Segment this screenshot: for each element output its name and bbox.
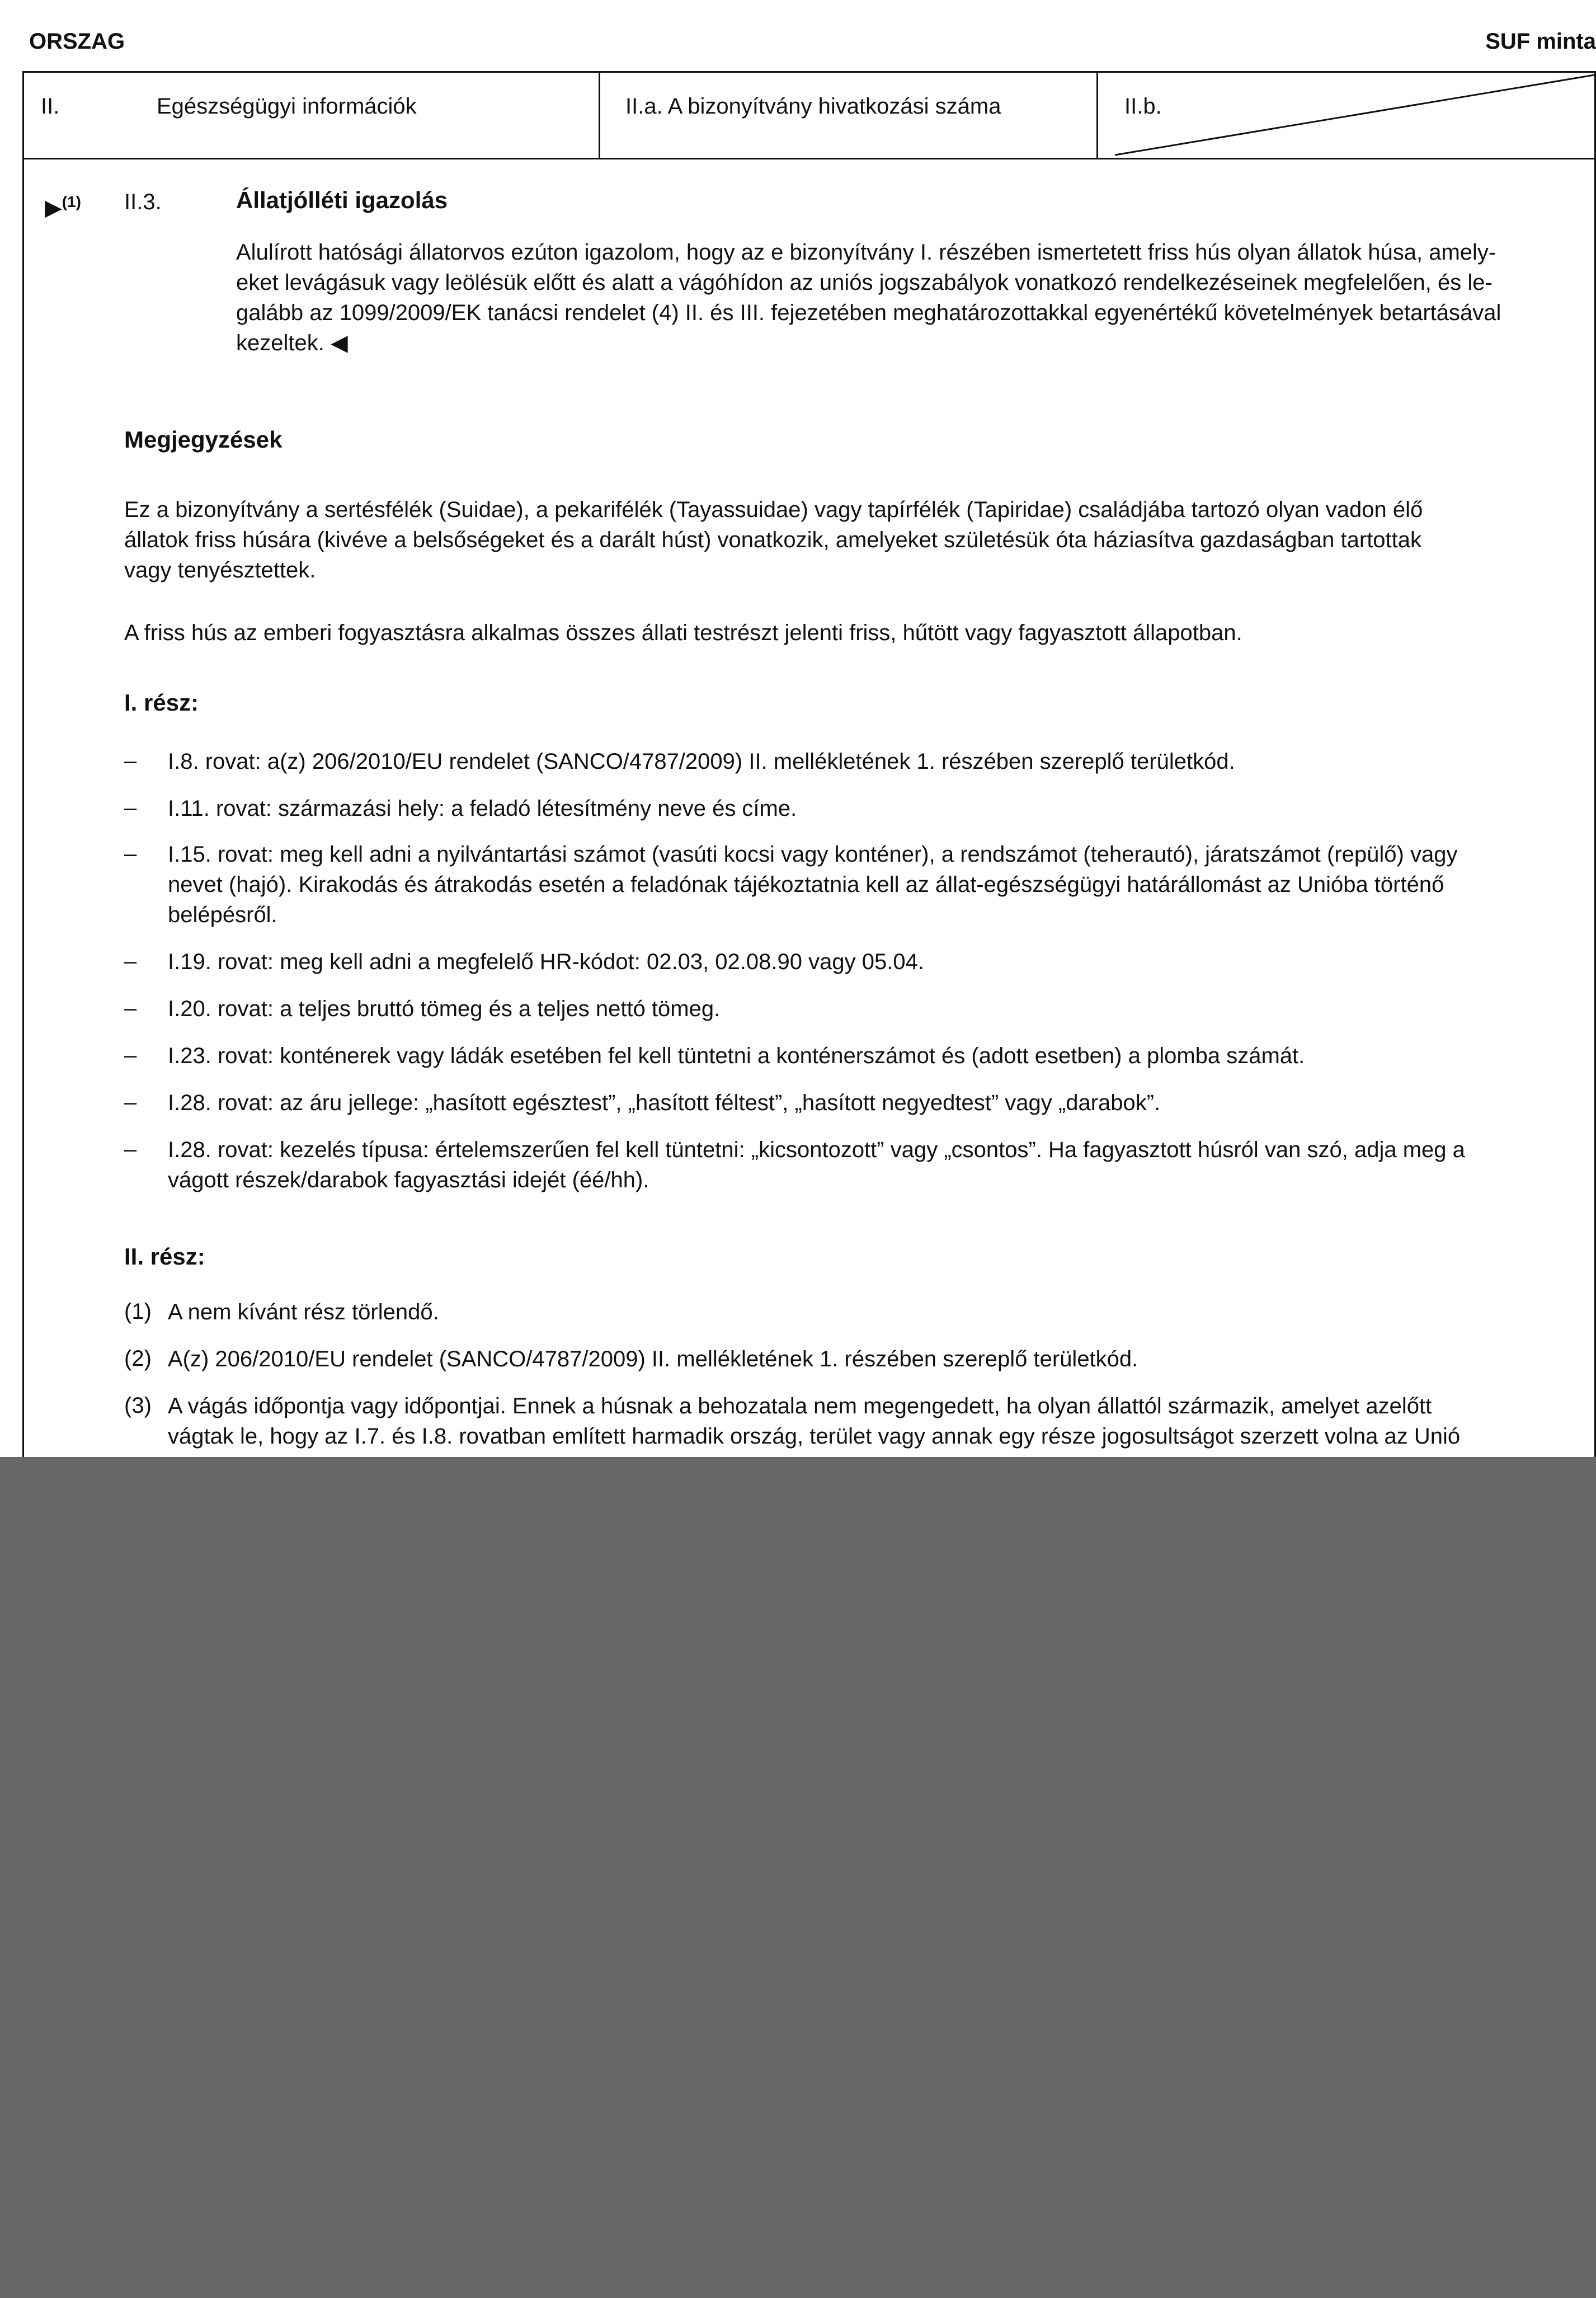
cert-line: Alulírott hatósági állatorvos ezúton igazolom, hogy az e bizonyítvány I. részében ismertetett friss hús olyan állatok húsa, amely- <box>236 240 1496 265</box>
notes-para2: A friss hús az emberi fogyasztásra alkalmas összes állati testrészt jelenti friss, hűtött vagy fagyasztott állapotban. <box>124 621 1242 645</box>
part2-item: A nem kívánt rész törlendő. <box>168 1300 439 1324</box>
dash-bullet: – <box>124 842 137 866</box>
cert-line: galább az 1099/2009/EK tanácsi rendelet (4) II. és III. fejezetében meghatározottakkal egyenértékű követelmények betartásával <box>236 300 1501 325</box>
footnote-marker: (1) <box>124 1299 152 1324</box>
part1-item: I.19. rovat: meg kell adni a megfelelő HR-kódot: 02.03, 02.08.90 vagy 05.04. <box>168 950 924 974</box>
model-label: SUF minta <box>1485 29 1596 54</box>
iib-cell <box>1098 73 1594 158</box>
part1-item: I.23. rovat: konténerek vagy ládák esetében fel kell tüntetni a konténerszámot és (adott esetben) a plomba számát. <box>168 1044 1305 1068</box>
cert-line: eket levágásuk vagy leölésük előtt és alatt a vágóhídon az uniós jogszabályok vonatkozó rendelkezéseinek megfelelően, és le- <box>236 270 1493 295</box>
footnote-marker: (3) <box>124 1393 152 1418</box>
reference-number-label: II.a. A bizonyítvány hivatkozási száma <box>625 94 1001 119</box>
dash-bullet: – <box>124 949 137 974</box>
play-arrow-icon: ▶ <box>45 195 62 220</box>
part1-item: belépésről. <box>168 903 277 927</box>
part2-item: A vágás időpontja vagy időpontjai. Ennek a húsnak a behozatala nem megengedett, ha olyan állattól származik, amelyet azelőtt <box>168 1394 1432 1418</box>
part1-item: I.15. rovat: meg kell adni a nyilvántartási számot (vasúti kocsi vagy konténer), a rendszámot (teherautó), járatszámot (repülő) vagy <box>168 842 1458 867</box>
certification-number: II.3. <box>124 190 162 214</box>
notes-para1-line: állatok friss húsára (kivéve a belsőségeket és a darált húst) vonatkozik, amelyeket születésük óta háziasítva gazdaságban tartottak <box>124 528 1422 552</box>
notes-title: Megjegyzések <box>124 426 283 453</box>
part1-item: I.28. rovat: kezelés típusa: értelemszerűen fel kell tüntetni: „kicsontozott” vagy „csontos”. Ha fagyasztott húsról van szó, adja meg a <box>168 1138 1465 1162</box>
certification-title: Állatjólléti igazolás <box>236 187 448 213</box>
start-marker <box>45 187 81 223</box>
section-title: Egészségügyi információk <box>157 94 417 119</box>
part1-item: vágott részek/darabok fagyasztási idejét (éé/hh). <box>168 1168 649 1192</box>
marker-reference: (1) <box>62 193 81 210</box>
part2-item: A(z) 206/2010/EU rendelet (SANCO/4787/2009) II. mellékletének 1. részében szereplő területkód. <box>168 1347 1138 1371</box>
notes-para1-line: vagy tenyésztettek. <box>124 558 316 582</box>
part1-item: I.11. rovat: származási hely: a feladó létesítmény neve és címe. <box>168 796 797 821</box>
part2-title: II. rész: <box>124 1243 205 1270</box>
dash-bullet: – <box>124 1090 137 1115</box>
part1-item: I.28. rovat: az áru jellege: „hasított egésztest”, „hasított féltest”, „hasított negyedtest” vagy „darabok”. <box>168 1091 1161 1115</box>
redaction-overlay <box>0 1457 1596 2298</box>
diagonal-strike-line <box>1098 73 1594 159</box>
dash-bullet: – <box>124 996 137 1021</box>
part1-item: I.20. rovat: a teljes bruttó tömeg és a teljes nettó tömeg. <box>168 997 721 1021</box>
part1-item: I.8. rovat: a(z) 206/2010/EU rendelet (SANCO/4787/2009) II. mellékletének 1. részében szereplő területkód. <box>168 749 1235 774</box>
dash-bullet: – <box>124 1043 137 1068</box>
notes-para1-line: Ez a bizonyítvány a sertésfélék (Suidae), a pekarifélék (Tayassuidae) vagy tapírfélék (Tapiridae) családjába tartozó olyan vadon élő <box>124 497 1423 522</box>
country-label: ORSZAG <box>29 29 125 54</box>
dash-bullet: – <box>124 796 137 820</box>
footnote-marker: (2) <box>124 1346 152 1371</box>
dash-bullet: – <box>124 1137 137 1162</box>
section-header-table <box>22 71 1596 159</box>
dash-bullet: – <box>124 749 137 773</box>
reference-number-cell <box>600 73 1098 158</box>
health-info-cell <box>24 73 600 158</box>
part2-item: vágtak le, hogy az I.7. és I.8. rovatban említett harmadik ország, terület vagy annak egy része jogosultságot szerzett volna az Unió <box>168 1424 1461 1449</box>
part1-title: I. rész: <box>124 689 199 716</box>
section-number: II. <box>41 94 60 119</box>
cert-line: kezeltek. ◀ <box>236 331 348 355</box>
part1-item: nevet (hajó). Kirakodás és átrakodás esetén a feladónak tájékoztatnia kell az állat-egészségügyi határállomást az Unióba történő <box>168 872 1444 897</box>
iib-label: II.b. <box>1124 94 1162 119</box>
